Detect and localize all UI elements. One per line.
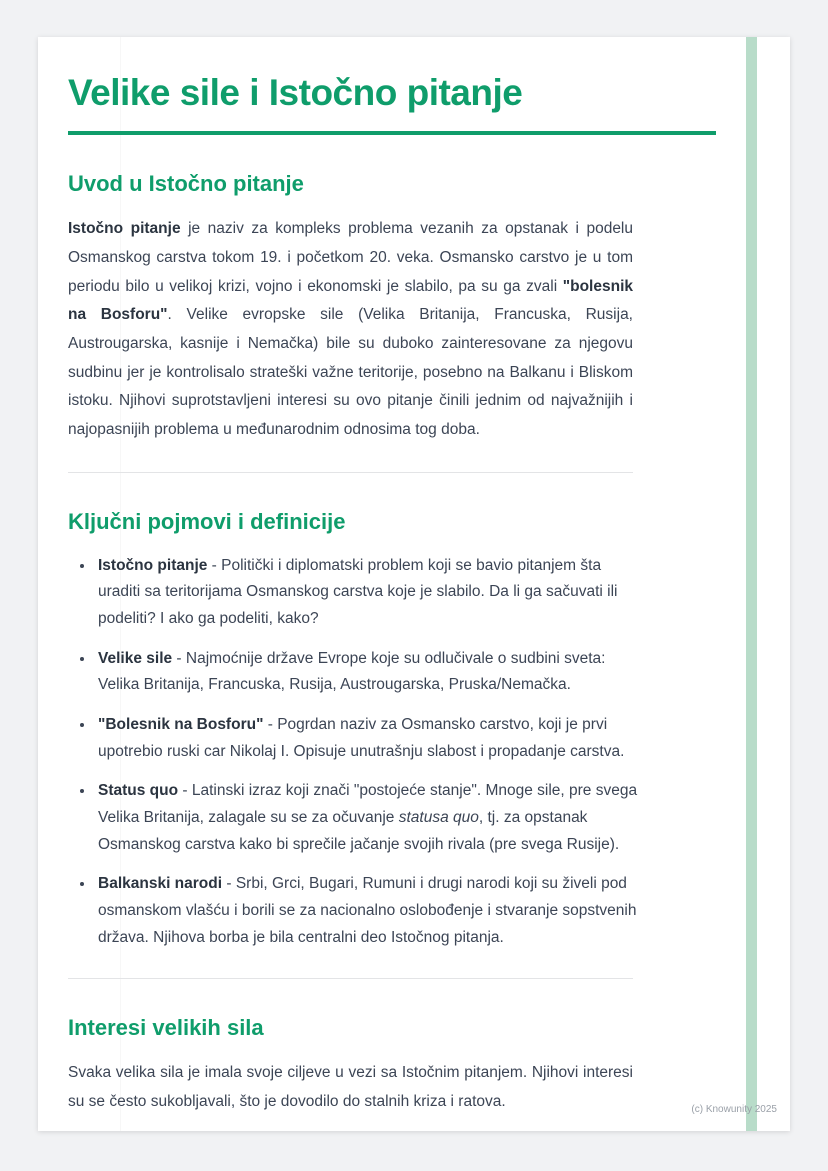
section-interests [68, 1015, 790, 1116]
text-run: - Latinski izraz koji znači "postojeće stanje". Mnoge sile, pre svega Velika Britanija, zalagale su se za očuvanje [98, 782, 638, 827]
list-item [95, 871, 640, 951]
page-title: Velike sile i Istočno pitanje [68, 72, 523, 113]
text-run: - Srbi, Grci, Bugari, Rumuni i drugi narodi koji su živeli pod osmanskom vlašću i borili se za nacionalno oslobođenje i stvaranje sopstvenih država. Njihova borba je bila centralni deo Istočnog pitanja. [98, 875, 637, 946]
intro-paragraph [68, 215, 633, 444]
title-underline-rule [68, 131, 716, 135]
bold-term: "bolesnik na Bosforu" [68, 277, 633, 324]
bold-term: "Bolesnik na Bosforu" [98, 716, 264, 734]
terms-list [68, 553, 640, 952]
list-item [95, 712, 640, 765]
bold-term: Balkanski narodi [98, 875, 223, 893]
list-item [95, 553, 640, 633]
text-run: - Politički i diplomatski problem koji se bavio pitanjem šta uraditi sa teritorijama Osmanskog carstva koje je slabilo. Da li ga sačuvati ili podeliti? I ako ga podeliti, kako? [98, 556, 618, 628]
bold-term: Istočno pitanje [68, 220, 181, 238]
section-heading-terms: Ključni pojmovi i definicije [68, 508, 346, 534]
footer-credit: (c) Knowunity 2025 [691, 1104, 777, 1115]
section-heading-intro: Uvod u Istočno pitanje [68, 171, 304, 197]
interests-paragraph: Svaka velika sila je imala svoje ciljeve u vezi sa Istočnim pitanjem. Njihovi interesi su se često sukobljavali, što je dovodilo do stalnih kriza i ratova. [68, 1064, 633, 1110]
bold-term: Status quo [98, 782, 179, 800]
section-terms [68, 509, 790, 952]
bold-term: Istočno pitanje [98, 556, 208, 574]
section-divider [68, 978, 633, 979]
section-divider [68, 472, 633, 473]
text-run: , tj. za opstanak Osmanskog carstva kako bi sprečile jačanje svojih rivala (pre svega Rusije). [98, 809, 620, 853]
bold-term: Velike sile [98, 649, 173, 667]
italic-term: statusa quo [398, 809, 479, 827]
document-page [38, 37, 790, 1131]
text-run: je naziv za kompleks problema vezanih za opstanak i podelu Osmanskog carstva tokom 19. i početkom 20. veka. Osmansko carstvo je u tom periodu bilo u velikoj krizi, vojno i ekonomski je slabilo, pa su ga zvali [68, 220, 633, 295]
section-intro [68, 171, 790, 444]
text-run: - Najmoćnije države Evrope koje su odlučivale o sudbini sveta: Velika Britanija, Francuska, Rusija, Austrougarska, Pruska/Nemačka. [98, 649, 606, 694]
section-heading-interests: Interesi velikih sila [68, 1015, 264, 1041]
list-item [95, 646, 640, 699]
document-content [38, 37, 790, 1117]
text-run: . Velike evropske sile (Velika Britanija, Francuska, Rusija, Austrougarska, kasnije i Nemačka) bile su duboko zainteresovane za njegovu sudbinu jer je kontrolisalo strateški važne teritorije, posebno na Balkanu i Bliskom istoku. Njihovi suprotstavljeni interesi su ovo pitanje činili jednim od najvažnijih i najopasnijih problema u međunarodnim odnosima tog doba. [68, 306, 633, 439]
list-item [95, 778, 640, 858]
text-run: - Pogrdan naziv za Osmansko carstvo, koji je prvi upotrebio ruski car Nikolaj I. Opisuje unutrašnju slabost i propadanje carstva. [98, 716, 625, 760]
